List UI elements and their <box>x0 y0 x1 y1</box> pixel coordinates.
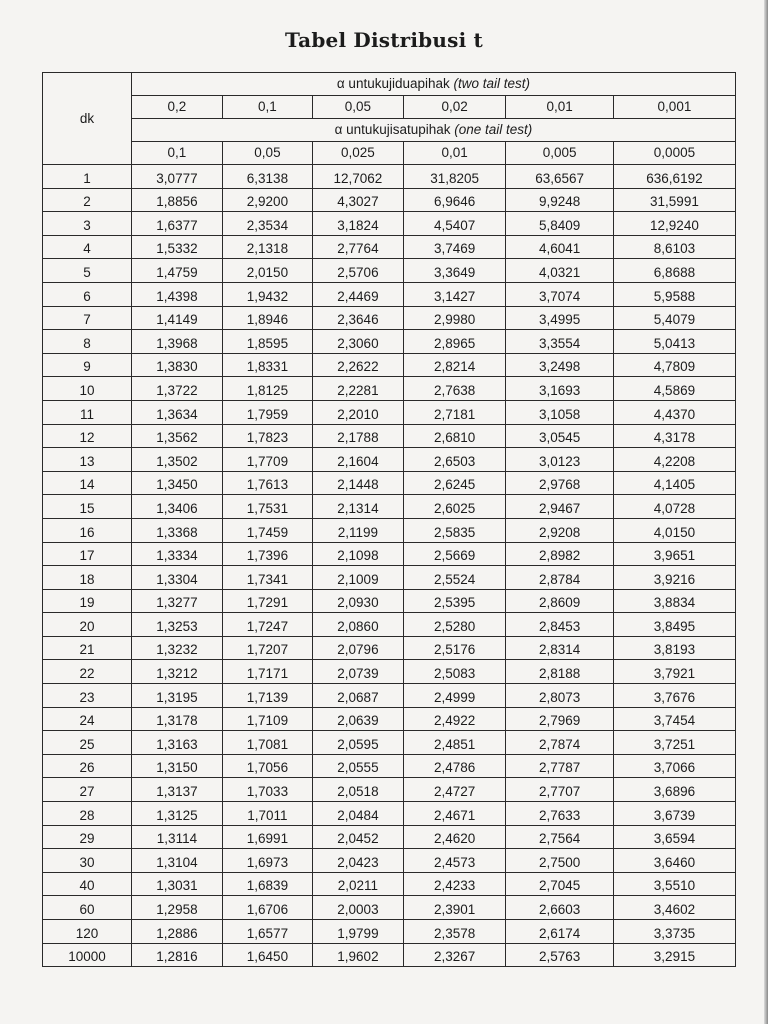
critical-value-cell: 3,3554 <box>506 330 614 354</box>
critical-value-cell: 2,6503 <box>403 448 505 472</box>
dk-cell: 29 <box>43 825 132 849</box>
critical-value-cell: 2,5835 <box>403 518 505 542</box>
critical-value-cell: 1,6991 <box>222 825 312 849</box>
dk-cell: 5 <box>43 259 132 283</box>
critical-value-cell: 1,8331 <box>222 353 312 377</box>
table-row <box>43 471 736 495</box>
critical-value-cell: 2,1199 <box>312 518 403 542</box>
critical-value-cell: 12,7062 <box>312 165 403 189</box>
dk-cell: 8 <box>43 330 132 354</box>
t-distribution-table <box>42 72 736 967</box>
critical-value-cell: 2,0452 <box>312 825 403 849</box>
critical-value-cell: 1,7171 <box>222 660 312 684</box>
dk-cell: 17 <box>43 542 132 566</box>
one-tail-alpha: 0,01 <box>403 142 505 165</box>
one-tail-alpha: 0,005 <box>506 142 614 165</box>
table-row <box>43 353 736 377</box>
dk-cell: 21 <box>43 636 132 660</box>
critical-value-cell: 4,1405 <box>613 471 735 495</box>
critical-value-cell: 1,3104 <box>131 849 222 873</box>
critical-value-cell: 2,5176 <box>403 636 505 660</box>
critical-value-cell: 5,4079 <box>613 306 735 330</box>
table-row <box>43 165 736 189</box>
critical-value-cell: 12,9240 <box>613 212 735 236</box>
critical-value-cell: 3,9216 <box>613 566 735 590</box>
critical-value-cell: 1,8946 <box>222 306 312 330</box>
critical-value-cell: 2,5706 <box>312 259 403 283</box>
critical-value-cell: 2,6245 <box>403 471 505 495</box>
critical-value-cell: 2,7787 <box>506 754 614 778</box>
critical-value-cell: 1,8856 <box>131 188 222 212</box>
critical-value-cell: 4,0150 <box>613 518 735 542</box>
critical-value-cell: 2,8453 <box>506 613 614 637</box>
critical-value-cell: 2,0930 <box>312 589 403 613</box>
critical-value-cell: 2,6025 <box>403 495 505 519</box>
critical-value-cell: 5,8409 <box>506 212 614 236</box>
critical-value-cell: 2,8214 <box>403 353 505 377</box>
critical-value-cell: 2,9768 <box>506 471 614 495</box>
one-tail-alpha: 0,0005 <box>613 142 735 165</box>
critical-value-cell: 3,2498 <box>506 353 614 377</box>
dk-cell: 120 <box>43 920 132 944</box>
critical-value-cell: 1,3150 <box>131 754 222 778</box>
critical-value-cell: 2,5083 <box>403 660 505 684</box>
one-tail-alpha-row <box>43 142 736 165</box>
critical-value-cell: 2,0595 <box>312 731 403 755</box>
critical-value-cell: 1,7341 <box>222 566 312 590</box>
dk-cell: 18 <box>43 566 132 590</box>
critical-value-cell: 1,7033 <box>222 778 312 802</box>
dk-cell: 28 <box>43 802 132 826</box>
critical-value-cell: 2,1788 <box>312 424 403 448</box>
critical-value-cell: 2,4727 <box>403 778 505 802</box>
critical-value-cell: 1,7459 <box>222 518 312 542</box>
table-row <box>43 802 736 826</box>
critical-value-cell: 3,5510 <box>613 872 735 896</box>
critical-value-cell: 2,5763 <box>506 943 614 967</box>
critical-value-cell: 1,7291 <box>222 589 312 613</box>
two-tail-alpha: 0,02 <box>403 96 505 119</box>
critical-value-cell: 2,4922 <box>403 707 505 731</box>
critical-value-cell: 1,3450 <box>131 471 222 495</box>
critical-value-cell: 2,8073 <box>506 684 614 708</box>
two-tail-alpha: 0,05 <box>312 96 403 119</box>
table-row <box>43 235 736 259</box>
table-row <box>43 188 736 212</box>
critical-value-cell: 1,4149 <box>131 306 222 330</box>
critical-value-cell: 1,9799 <box>312 920 403 944</box>
critical-value-cell: 1,2958 <box>131 896 222 920</box>
table-row <box>43 400 736 424</box>
table-row <box>43 306 736 330</box>
critical-value-cell: 1,7959 <box>222 400 312 424</box>
table-header <box>43 73 736 165</box>
critical-value-cell: 2,3901 <box>403 896 505 920</box>
critical-value-cell: 4,3027 <box>312 188 403 212</box>
critical-value-cell: 2,6603 <box>506 896 614 920</box>
table-row <box>43 212 736 236</box>
critical-value-cell: 2,0739 <box>312 660 403 684</box>
table-row <box>43 636 736 660</box>
critical-value-cell: 9,9248 <box>506 188 614 212</box>
critical-value-cell: 3,7469 <box>403 235 505 259</box>
critical-value-cell: 3,2915 <box>613 943 735 967</box>
critical-value-cell: 1,9602 <box>312 943 403 967</box>
critical-value-cell: 1,3406 <box>131 495 222 519</box>
critical-value-cell: 3,1427 <box>403 282 505 306</box>
dk-cell: 30 <box>43 849 132 873</box>
critical-value-cell: 2,7638 <box>403 377 505 401</box>
critical-value-cell: 1,3031 <box>131 872 222 896</box>
critical-value-cell: 1,7709 <box>222 448 312 472</box>
one-tail-caption-italic: (one tail test) <box>454 122 533 137</box>
critical-value-cell: 4,6041 <box>506 235 614 259</box>
critical-value-cell: 3,6594 <box>613 825 735 849</box>
critical-value-cell: 2,2622 <box>312 353 403 377</box>
critical-value-cell: 1,6577 <box>222 920 312 944</box>
critical-value-cell: 3,7251 <box>613 731 735 755</box>
critical-value-cell: 2,0555 <box>312 754 403 778</box>
critical-value-cell: 1,3253 <box>131 613 222 637</box>
critical-value-cell: 1,3232 <box>131 636 222 660</box>
critical-value-cell: 2,3578 <box>403 920 505 944</box>
dk-cell: 11 <box>43 400 132 424</box>
critical-value-cell: 8,6103 <box>613 235 735 259</box>
critical-value-cell: 2,0518 <box>312 778 403 802</box>
critical-value-cell: 1,7823 <box>222 424 312 448</box>
critical-value-cell: 1,7056 <box>222 754 312 778</box>
critical-value-cell: 2,8314 <box>506 636 614 660</box>
critical-value-cell: 2,2281 <box>312 377 403 401</box>
critical-value-cell: 1,3195 <box>131 684 222 708</box>
critical-value-cell: 2,8609 <box>506 589 614 613</box>
critical-value-cell: 2,1318 <box>222 235 312 259</box>
dk-cell: 12 <box>43 424 132 448</box>
dk-cell: 26 <box>43 754 132 778</box>
two-tail-alpha-row <box>43 96 736 119</box>
critical-value-cell: 2,8982 <box>506 542 614 566</box>
critical-value-cell: 2,6174 <box>506 920 614 944</box>
critical-value-cell: 2,7564 <box>506 825 614 849</box>
table-body <box>43 165 736 967</box>
critical-value-cell: 3,7074 <box>506 282 614 306</box>
dk-cell: 22 <box>43 660 132 684</box>
dk-cell: 24 <box>43 707 132 731</box>
critical-value-cell: 2,4851 <box>403 731 505 755</box>
critical-value-cell: 2,9467 <box>506 495 614 519</box>
dk-cell: 16 <box>43 518 132 542</box>
critical-value-cell: 1,7011 <box>222 802 312 826</box>
dk-cell: 25 <box>43 731 132 755</box>
critical-value-cell: 1,3125 <box>131 802 222 826</box>
critical-value-cell: 6,8688 <box>613 259 735 283</box>
one-tail-caption <box>131 119 735 142</box>
table-row <box>43 872 736 896</box>
dk-cell: 1 <box>43 165 132 189</box>
critical-value-cell: 1,6973 <box>222 849 312 873</box>
critical-value-cell: 2,9208 <box>506 518 614 542</box>
critical-value-cell: 1,6377 <box>131 212 222 236</box>
critical-value-cell: 1,7207 <box>222 636 312 660</box>
critical-value-cell: 2,7045 <box>506 872 614 896</box>
critical-value-cell: 4,3178 <box>613 424 735 448</box>
critical-value-cell: 2,5524 <box>403 566 505 590</box>
critical-value-cell: 4,5869 <box>613 377 735 401</box>
critical-value-cell: 3,6739 <box>613 802 735 826</box>
critical-value-cell: 1,3137 <box>131 778 222 802</box>
table-row <box>43 778 736 802</box>
critical-value-cell: 2,4620 <box>403 825 505 849</box>
critical-value-cell: 1,6839 <box>222 872 312 896</box>
critical-value-cell: 2,7707 <box>506 778 614 802</box>
critical-value-cell: 1,8595 <box>222 330 312 354</box>
dk-cell: 9 <box>43 353 132 377</box>
dk-cell: 20 <box>43 613 132 637</box>
critical-value-cell: 3,0545 <box>506 424 614 448</box>
table-row <box>43 943 736 967</box>
critical-value-cell: 2,7969 <box>506 707 614 731</box>
critical-value-cell: 2,9200 <box>222 188 312 212</box>
critical-value-cell: 2,0484 <box>312 802 403 826</box>
critical-value-cell: 1,3502 <box>131 448 222 472</box>
dk-cell: 4 <box>43 235 132 259</box>
critical-value-cell: 2,4233 <box>403 872 505 896</box>
critical-value-cell: 2,5280 <box>403 613 505 637</box>
two-tail-alpha: 0,2 <box>131 96 222 119</box>
two-tail-alpha: 0,1 <box>222 96 312 119</box>
table-row <box>43 495 736 519</box>
critical-value-cell: 4,5407 <box>403 212 505 236</box>
one-tail-alpha: 0,05 <box>222 142 312 165</box>
critical-value-cell: 2,4573 <box>403 849 505 873</box>
page-edge-shadow <box>764 0 768 1024</box>
critical-value-cell: 2,0003 <box>312 896 403 920</box>
critical-value-cell: 2,0860 <box>312 613 403 637</box>
critical-value-cell: 2,0687 <box>312 684 403 708</box>
critical-value-cell: 2,4999 <box>403 684 505 708</box>
dk-cell: 7 <box>43 306 132 330</box>
critical-value-cell: 2,6810 <box>403 424 505 448</box>
dk-cell: 3 <box>43 212 132 236</box>
two-tail-alpha: 0,01 <box>506 96 614 119</box>
critical-value-cell: 2,7874 <box>506 731 614 755</box>
critical-value-cell: 1,3334 <box>131 542 222 566</box>
table-row <box>43 660 736 684</box>
critical-value-cell: 2,0211 <box>312 872 403 896</box>
critical-value-cell: 1,7531 <box>222 495 312 519</box>
critical-value-cell: 1,7139 <box>222 684 312 708</box>
critical-value-cell: 1,3277 <box>131 589 222 613</box>
critical-value-cell: 4,2208 <box>613 448 735 472</box>
critical-value-cell: 3,9651 <box>613 542 735 566</box>
dk-cell: 27 <box>43 778 132 802</box>
table-row <box>43 377 736 401</box>
critical-value-cell: 1,7613 <box>222 471 312 495</box>
critical-value-cell: 2,1314 <box>312 495 403 519</box>
critical-value-cell: 31,5991 <box>613 188 735 212</box>
critical-value-cell: 3,3735 <box>613 920 735 944</box>
critical-value-cell: 6,9646 <box>403 188 505 212</box>
table-row <box>43 330 736 354</box>
critical-value-cell: 1,3968 <box>131 330 222 354</box>
critical-value-cell: 1,3304 <box>131 566 222 590</box>
critical-value-cell: 1,4398 <box>131 282 222 306</box>
table-row <box>43 920 736 944</box>
critical-value-cell: 1,7081 <box>222 731 312 755</box>
dk-cell: 6 <box>43 282 132 306</box>
critical-value-cell: 3,7921 <box>613 660 735 684</box>
critical-value-cell: 1,9432 <box>222 282 312 306</box>
critical-value-cell: 1,7247 <box>222 613 312 637</box>
critical-value-cell: 4,7809 <box>613 353 735 377</box>
table-row <box>43 282 736 306</box>
critical-value-cell: 2,1009 <box>312 566 403 590</box>
dk-cell: 10 <box>43 377 132 401</box>
table-row <box>43 754 736 778</box>
critical-value-cell: 3,7454 <box>613 707 735 731</box>
dk-cell: 23 <box>43 684 132 708</box>
two-tail-caption-prefix: α untukujiduapihak <box>336 76 450 91</box>
table-row <box>43 613 736 637</box>
critical-value-cell: 1,8125 <box>222 377 312 401</box>
critical-value-cell: 1,4759 <box>131 259 222 283</box>
critical-value-cell: 2,2010 <box>312 400 403 424</box>
critical-value-cell: 2,4671 <box>403 802 505 826</box>
dk-cell: 60 <box>43 896 132 920</box>
page-title: Tabel Distribusi t <box>285 28 483 52</box>
critical-value-cell: 1,2816 <box>131 943 222 967</box>
critical-value-cell: 3,6460 <box>613 849 735 873</box>
critical-value-cell: 1,6450 <box>222 943 312 967</box>
critical-value-cell: 2,1604 <box>312 448 403 472</box>
two-tail-caption <box>131 73 735 96</box>
table-row <box>43 542 736 566</box>
dk-cell: 40 <box>43 872 132 896</box>
one-tail-alpha: 0,025 <box>312 142 403 165</box>
critical-value-cell: 1,3114 <box>131 825 222 849</box>
critical-value-cell: 3,8193 <box>613 636 735 660</box>
critical-value-cell: 1,6706 <box>222 896 312 920</box>
table-row <box>43 825 736 849</box>
critical-value-cell: 3,1824 <box>312 212 403 236</box>
critical-value-cell: 1,7396 <box>222 542 312 566</box>
table-row <box>43 424 736 448</box>
critical-value-cell: 2,5669 <box>403 542 505 566</box>
critical-value-cell: 2,7633 <box>506 802 614 826</box>
critical-value-cell: 1,3634 <box>131 400 222 424</box>
critical-value-cell: 3,7676 <box>613 684 735 708</box>
critical-value-cell: 2,3646 <box>312 306 403 330</box>
critical-value-cell: 3,3649 <box>403 259 505 283</box>
table-row <box>43 707 736 731</box>
critical-value-cell: 2,0796 <box>312 636 403 660</box>
table-row <box>43 849 736 873</box>
critical-value-cell: 63,6567 <box>506 165 614 189</box>
two-tail-caption-italic: (two tail test) <box>453 76 531 91</box>
critical-value-cell: 2,3060 <box>312 330 403 354</box>
dk-cell: 13 <box>43 448 132 472</box>
critical-value-cell: 4,0728 <box>613 495 735 519</box>
critical-value-cell: 3,0777 <box>131 165 222 189</box>
critical-value-cell: 2,0423 <box>312 849 403 873</box>
critical-value-cell: 1,3368 <box>131 518 222 542</box>
one-tail-caption-prefix: α untukujisatupihak <box>334 122 451 137</box>
critical-value-cell: 2,7764 <box>312 235 403 259</box>
critical-value-cell: 1,7109 <box>222 707 312 731</box>
dk-header: dk <box>43 73 132 165</box>
critical-value-cell: 1,3163 <box>131 731 222 755</box>
critical-value-cell: 3,8495 <box>613 613 735 637</box>
critical-value-cell: 2,1448 <box>312 471 403 495</box>
critical-value-cell: 2,1098 <box>312 542 403 566</box>
dk-cell: 15 <box>43 495 132 519</box>
critical-value-cell: 2,3267 <box>403 943 505 967</box>
critical-value-cell: 2,4469 <box>312 282 403 306</box>
dk-cell: 10000 <box>43 943 132 967</box>
critical-value-cell: 2,0150 <box>222 259 312 283</box>
critical-value-cell: 2,7500 <box>506 849 614 873</box>
critical-value-cell: 5,9588 <box>613 282 735 306</box>
critical-value-cell: 3,1058 <box>506 400 614 424</box>
critical-value-cell: 3,4602 <box>613 896 735 920</box>
critical-value-cell: 3,8834 <box>613 589 735 613</box>
critical-value-cell: 1,3562 <box>131 424 222 448</box>
critical-value-cell: 2,4786 <box>403 754 505 778</box>
critical-value-cell: 2,8188 <box>506 660 614 684</box>
critical-value-cell: 1,3830 <box>131 353 222 377</box>
critical-value-cell: 31,8205 <box>403 165 505 189</box>
critical-value-cell: 3,6896 <box>613 778 735 802</box>
dk-cell: 2 <box>43 188 132 212</box>
critical-value-cell: 1,5332 <box>131 235 222 259</box>
critical-value-cell: 1,3722 <box>131 377 222 401</box>
table-row <box>43 896 736 920</box>
table-row <box>43 684 736 708</box>
table-row <box>43 566 736 590</box>
two-tail-alpha: 0,001 <box>613 96 735 119</box>
critical-value-cell: 2,8965 <box>403 330 505 354</box>
critical-value-cell: 636,6192 <box>613 165 735 189</box>
table-row <box>43 731 736 755</box>
critical-value-cell: 2,5395 <box>403 589 505 613</box>
critical-value-cell: 2,8784 <box>506 566 614 590</box>
dk-cell: 14 <box>43 471 132 495</box>
critical-value-cell: 4,0321 <box>506 259 614 283</box>
critical-value-cell: 2,7181 <box>403 400 505 424</box>
critical-value-cell: 2,9980 <box>403 306 505 330</box>
critical-value-cell: 4,4370 <box>613 400 735 424</box>
critical-value-cell: 3,0123 <box>506 448 614 472</box>
table-row <box>43 518 736 542</box>
dk-cell: 19 <box>43 589 132 613</box>
critical-value-cell: 3,1693 <box>506 377 614 401</box>
critical-value-cell: 1,3178 <box>131 707 222 731</box>
table-row <box>43 448 736 472</box>
critical-value-cell: 2,3534 <box>222 212 312 236</box>
critical-value-cell: 3,7066 <box>613 754 735 778</box>
table-row <box>43 259 736 283</box>
critical-value-cell: 3,4995 <box>506 306 614 330</box>
table-row <box>43 589 736 613</box>
one-tail-alpha: 0,1 <box>131 142 222 165</box>
critical-value-cell: 1,2886 <box>131 920 222 944</box>
critical-value-cell: 1,3212 <box>131 660 222 684</box>
critical-value-cell: 2,0639 <box>312 707 403 731</box>
critical-value-cell: 6,3138 <box>222 165 312 189</box>
critical-value-cell: 5,0413 <box>613 330 735 354</box>
